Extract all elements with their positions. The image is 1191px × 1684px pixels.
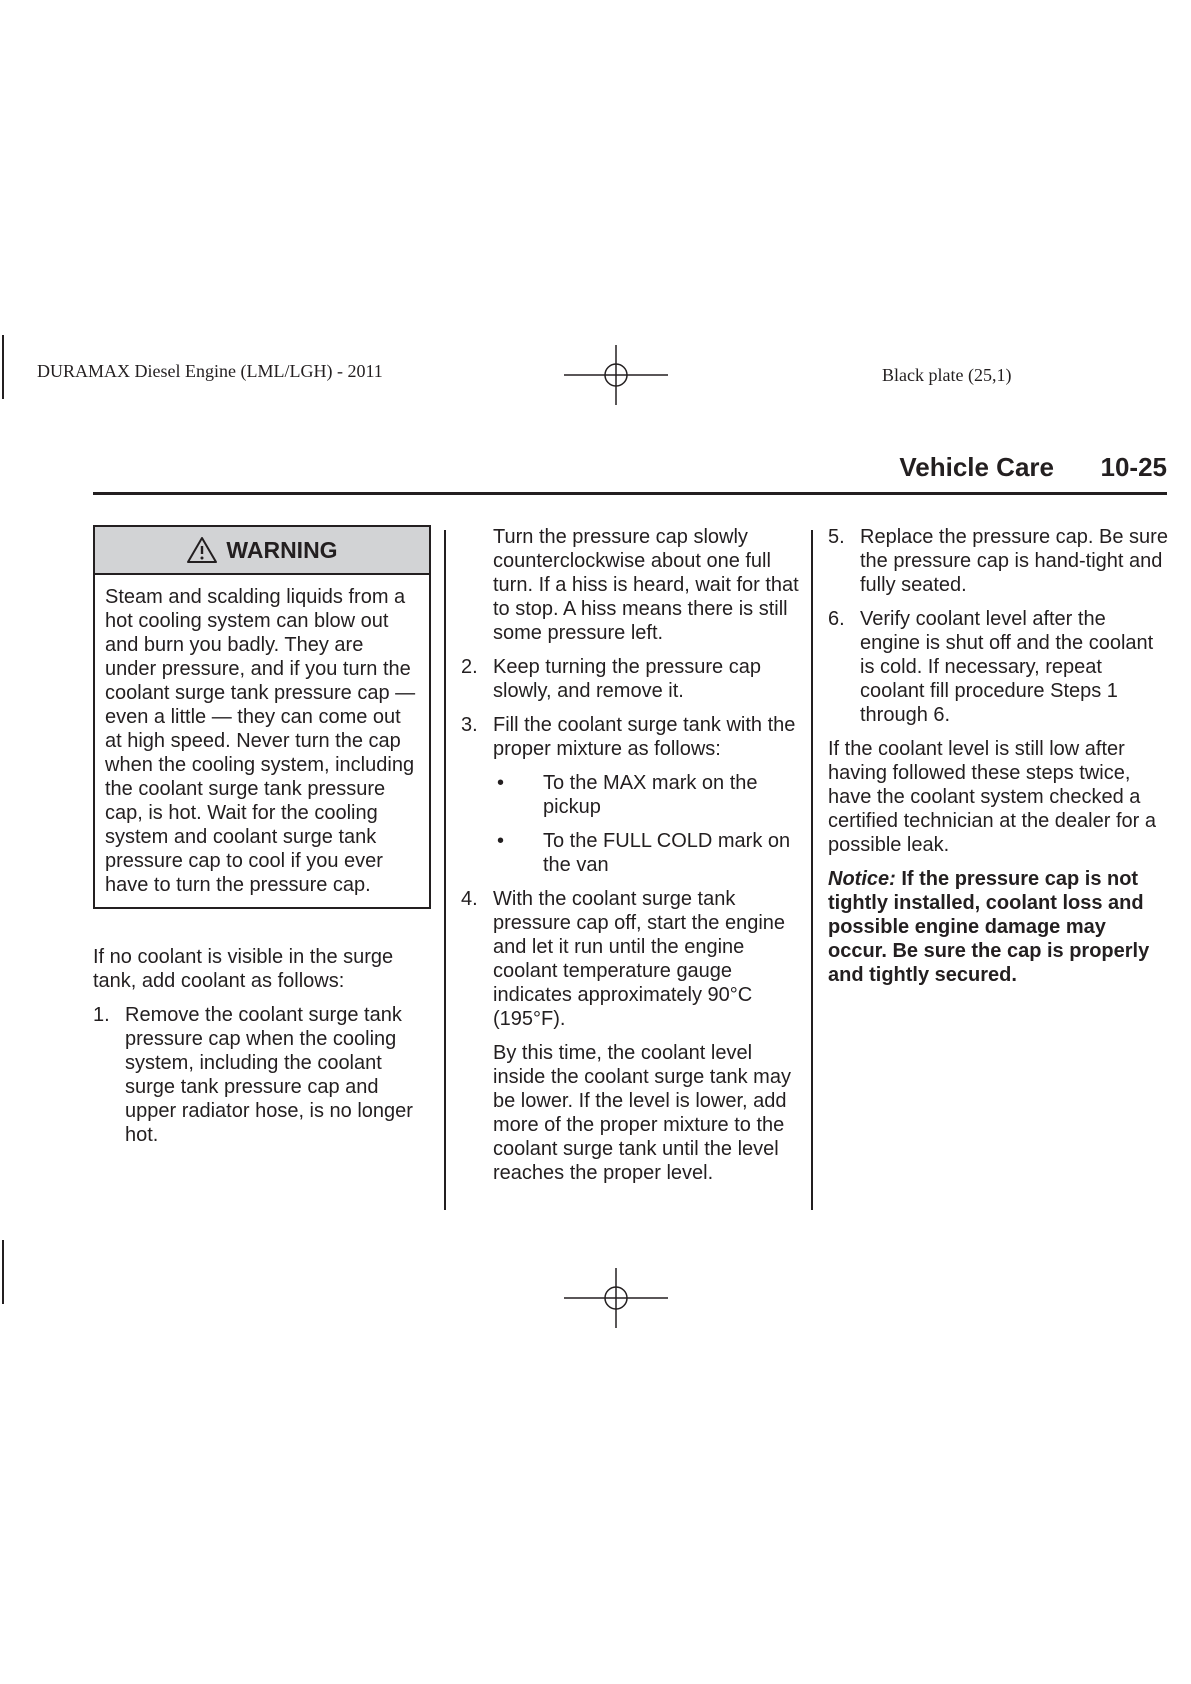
notice-text: If the pressure cap is not tightly installed, coolant loss and possible engine damage may occur. Be sure the cap is properly and tightly secured. — [828, 868, 1150, 986]
step-number: 2. — [461, 656, 478, 678]
warning-title: WARNING — [226, 537, 338, 563]
step-text: Turn the pressure cap slowly counterclockwise about one full turn. If a hiss is heard, wait for that to stop. A hiss means there is still some pressure left. — [493, 526, 799, 644]
plate-right-label: Black plate (25,1) — [882, 365, 1012, 385]
list-item — [461, 713, 806, 887]
list-item — [461, 887, 806, 1185]
step-text: Fill the coolant surge tank with the proper mixture as follows: — [493, 714, 796, 760]
bullet-item — [493, 829, 806, 877]
crop-mark-top-left — [2, 335, 4, 399]
warning-triangle-icon — [186, 536, 218, 564]
list-item-continuation — [461, 525, 806, 645]
page-header — [93, 452, 1167, 495]
step-continuation: By this time, the coolant level inside the coolant surge tank may be lower. If the level is lower, add more of the proper mixture to the coolant surge tank until the level reaches the proper level. — [493, 1042, 791, 1184]
followup-paragraph: If the coolant level is still low after having followed these steps twice, have the coolant system checked a certified technician at the dealer for a possible leak. — [828, 738, 1156, 856]
step-number: 5. — [828, 526, 845, 548]
step-number: 3. — [461, 714, 478, 736]
list-item — [828, 607, 1168, 727]
step-number: 6. — [828, 608, 845, 630]
step-number: 4. — [461, 888, 478, 910]
column-divider-left — [444, 530, 446, 1210]
list-item — [93, 1003, 431, 1147]
warning-box — [93, 525, 431, 909]
step-text: Keep turning the pressure cap slowly, and remove it. — [493, 656, 761, 702]
section-title: Vehicle Care — [899, 452, 1054, 482]
intro-paragraph: If no coolant is visible in the surge tank, add coolant as follows: — [93, 946, 394, 992]
plate-left-label: DURAMAX Diesel Engine (LML/LGH) - 2011 — [37, 361, 383, 381]
notice-label: Notice: — [828, 868, 896, 890]
bullet-list — [493, 771, 806, 877]
bullet-text: To the FULL COLD mark on the van — [543, 830, 791, 876]
registration-mark-bottom — [564, 1268, 668, 1328]
step-text: With the coolant surge tank pressure cap off, start the engine and let it run until the engine coolant temperature gauge indicates approximately 90°C (195°F). — [493, 888, 786, 1030]
step-text: Verify coolant level after the engine is shut off and the coolant is cold. If necessary, repeat coolant fill procedure Steps 1 through 6. — [860, 608, 1154, 726]
column-two — [461, 525, 806, 1195]
list-item — [461, 655, 806, 703]
step-text: Remove the coolant surge tank pressure cap when the cooling system, including the coolant surge tank pressure cap and upper radiator hose, is no longer hot. — [125, 1004, 413, 1146]
column-one — [93, 525, 431, 1157]
column-divider-right — [811, 530, 813, 1210]
column-three — [828, 525, 1168, 987]
warning-body: Steam and scalding liquids from a hot cooling system can blow out and burn you badly. They are under pressure, and if you turn the coolant surge tank pressure cap — even a little — they can come out at high speed. Never turn the cap when the cooling system, including the coolant surge tank pressure cap, is hot. Wait for the cooling system and coolant surge tank pressure cap to cool if you ever have to turn the pressure cap. — [105, 586, 416, 896]
warning-header — [95, 527, 429, 575]
bullet-icon: • — [497, 830, 505, 852]
bullet-text: To the MAX mark on the pickup — [543, 772, 758, 818]
bullet-icon: • — [497, 772, 505, 794]
step-text: Replace the pressure cap. Be sure the pressure cap is hand-tight and fully seated. — [860, 526, 1168, 596]
page-number: 10-25 — [1100, 452, 1167, 482]
steps-list-part-1 — [93, 1003, 431, 1147]
list-item — [828, 525, 1168, 597]
bullet-item — [493, 771, 806, 819]
crop-mark-bottom-left — [2, 1240, 4, 1304]
notice-paragraph — [828, 867, 1168, 987]
registration-mark-top — [564, 345, 668, 405]
step-number: 1. — [93, 1004, 110, 1026]
